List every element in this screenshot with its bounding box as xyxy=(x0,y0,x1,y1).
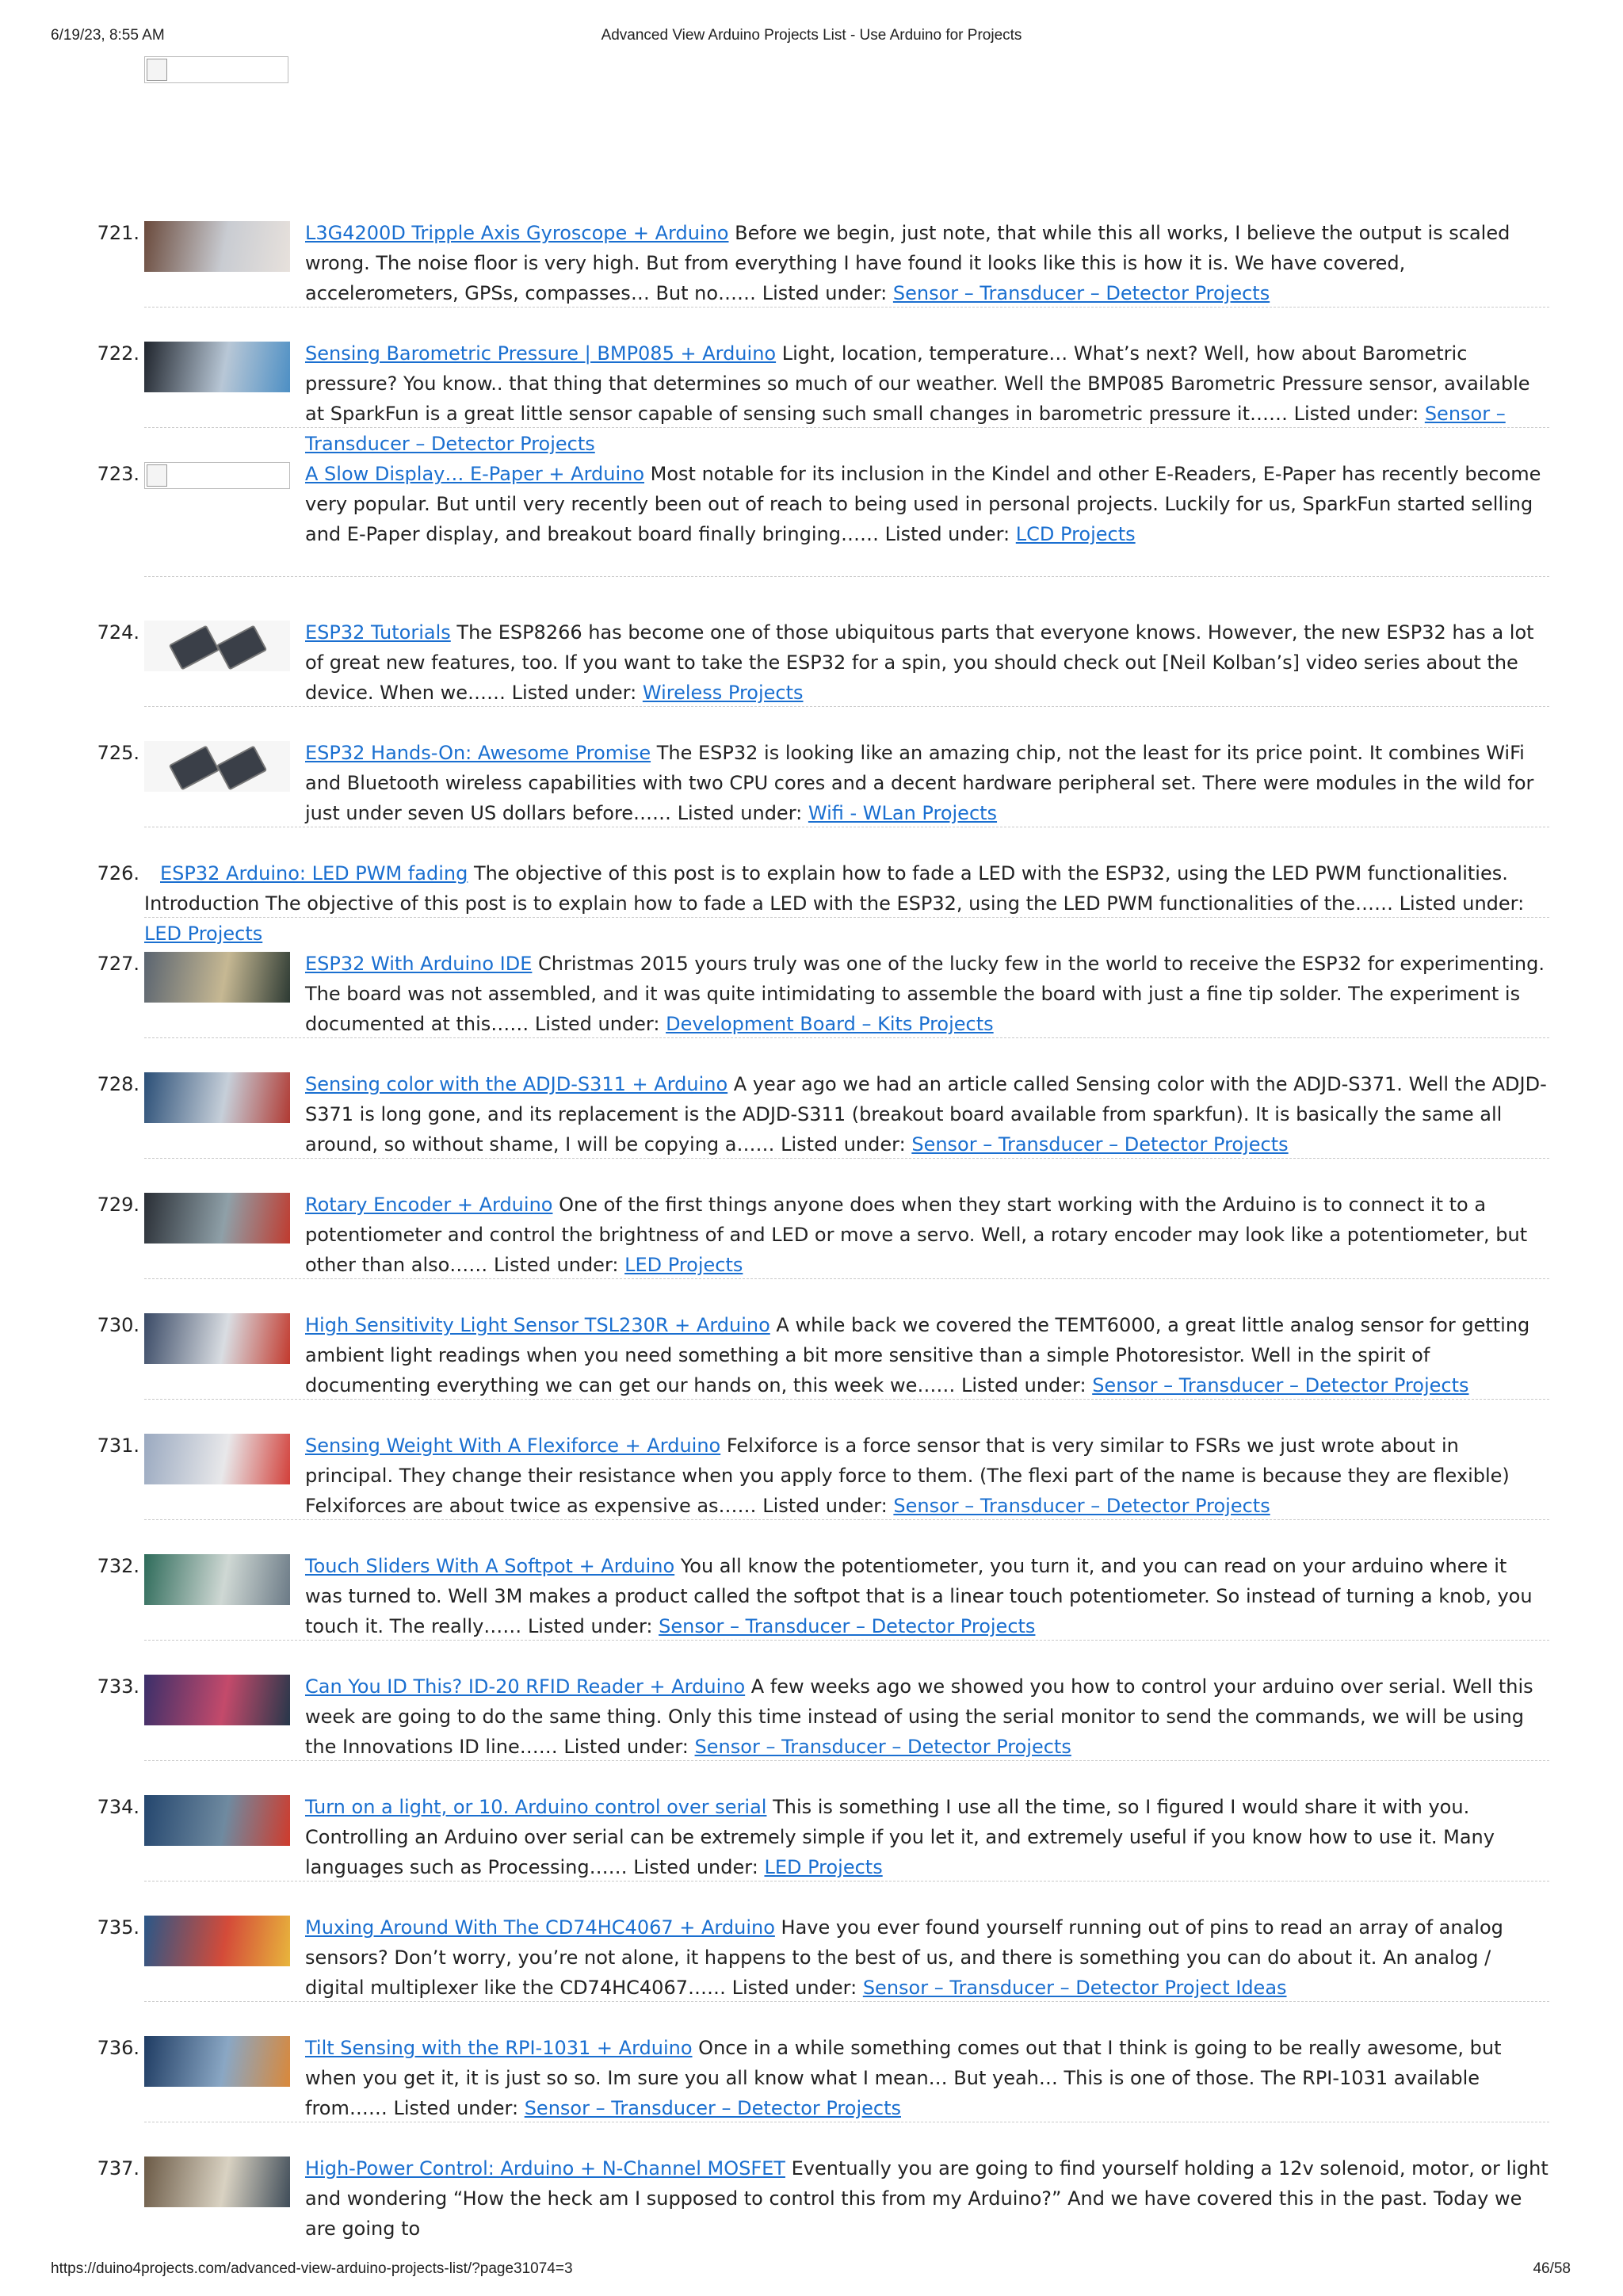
category-link[interactable]: Sensor – Transducer – Detector Projects xyxy=(893,1495,1270,1517)
project-description: One of the first things anyone does when they start working with the Arduino is to connect it to a potentiometer and control the brightness of and LED or move a servo. Well, a rotary encoder may look like a potentiometer, but other than also…… xyxy=(305,1194,1528,1276)
item-text xyxy=(305,218,1549,308)
project-thumbnail[interactable] xyxy=(144,1434,290,1484)
item-text xyxy=(305,738,1549,828)
item-number: 732. xyxy=(97,1555,139,1577)
page-title: Advanced View Arduino Projects List - Use Arduino for Projects xyxy=(601,27,1022,44)
item-divider xyxy=(144,706,1549,707)
page-number: 46/58 xyxy=(1533,2260,1571,2277)
item-number: 731. xyxy=(97,1435,139,1457)
listed-under-label: Listed under: xyxy=(762,1495,888,1517)
project-title-link[interactable]: Turn on a light, or 10. Arduino control over serial xyxy=(305,1796,767,1818)
project-description: Before we begin, just note, that while this all works, I believe the output is scaled wrong. The noise floor is very high. But from everything I have found it looks like this is how it is. We have covered, accelerometers, GPSs, compasses… But no…… xyxy=(305,222,1510,304)
item-number: 736. xyxy=(97,2037,139,2059)
project-description: Most notable for its inclusion in the Kindel and other E-Readers, E-Paper has recently become very popular. But until very recently been out of reach to being used in personal projects. Luckily for us, SparkFun started selling and E-Paper display, and breakout board finally bringing…… xyxy=(305,463,1541,545)
item-text xyxy=(305,1069,1549,1159)
item-divider xyxy=(144,1278,1549,1279)
item-number: 724. xyxy=(97,621,139,644)
project-title-link[interactable]: ESP32 Arduino: LED PWM fading xyxy=(160,862,468,884)
item-text xyxy=(305,1671,1549,1762)
project-thumbnail[interactable] xyxy=(144,221,290,272)
item-divider xyxy=(144,307,1549,308)
project-title-link[interactable]: ESP32 Tutorials xyxy=(305,621,451,644)
item-number: 727. xyxy=(97,953,139,975)
project-description: A few weeks ago we showed you how to control your arduino over serial. Well this week are going to do the same thing. Only this time instead of using the serial monitor to send the commands, we will be using the Innovations ID line…… xyxy=(305,1675,1533,1758)
item-number: 730. xyxy=(97,1314,139,1336)
listed-under-label: Listed under: xyxy=(393,2097,519,2119)
item-number: 722. xyxy=(97,342,139,365)
project-title-link[interactable]: Touch Sliders With A Softpot + Arduino xyxy=(305,1555,675,1577)
project-title-link[interactable]: Can You ID This? ID-20 RFID Reader + Arduino xyxy=(305,1675,746,1698)
project-description: The ESP32 is looking like an amazing chip, not the least for its price point. It combines WiFi and Bluetooth wireless capabilities with two CPU cores and a decent hardware peripheral set. There were modules in the wild for just under seven US dollars before…… xyxy=(305,742,1534,824)
project-description: Christmas 2015 yours truly was one of the lucky few in the world to receive the ESP32 for experimenting. The board was not assembled, and it was quite intimidating to assemble the board with just a fine tip solder. The experiment is documented at this…… xyxy=(305,953,1545,1035)
project-description: A year ago we had an article called Sensing color with the ADJD-S371. Well the ADJD-S371 is long gone, and its replacement is the ADJD-S311 (breakout board available from sparkfun). It is basically the same all around, so without shame, I will be copying a…… xyxy=(305,1073,1547,1156)
item-text xyxy=(305,1912,1549,2003)
item-text xyxy=(305,1310,1549,1400)
category-link[interactable]: Sensor – Transducer – Detector Projects xyxy=(305,403,1506,455)
project-title-link[interactable]: Muxing Around With The CD74HC4067 + Arduino xyxy=(305,1916,775,1939)
item-number: 726. xyxy=(97,862,139,884)
print-datetime: 6/19/23, 8:55 AM xyxy=(51,27,165,44)
item-text xyxy=(305,2033,1549,2123)
circuit-board-shape xyxy=(169,625,220,670)
item-text xyxy=(305,1551,1549,1641)
project-description: The ESP8266 has become one of those ubiquitous parts that everyone knows. However, the new ESP32 has a lot of great new features, too. If you want to take the ESP32 for a spin, you should check out [Neil Kolban’s] video series about the device. When we…… xyxy=(305,621,1534,704)
item-text xyxy=(305,2153,1549,2244)
item-text xyxy=(305,338,1549,459)
broken-thumbnail[interactable] xyxy=(144,462,290,489)
category-link[interactable]: Sensor – Transducer – Detector Projects xyxy=(694,1736,1071,1758)
project-thumbnail[interactable] xyxy=(144,1313,290,1364)
listed-under-label: Listed under: xyxy=(527,1615,653,1637)
project-description: Once in a while something comes out that I think is going to be really awesome, but when you get it, it is just so so. Im sure you all know what I mean… But yeah… This is one of those. The RPI-1031 available from…… xyxy=(305,2037,1502,2119)
item-text xyxy=(305,617,1549,708)
listed-under-label: Listed under: xyxy=(563,1736,689,1758)
item-divider xyxy=(144,917,1549,918)
project-thumbnail[interactable] xyxy=(144,1193,290,1244)
project-title-link[interactable]: High Sensitivity Light Sensor TSL230R + Arduino xyxy=(305,1314,770,1336)
item-divider xyxy=(144,1760,1549,1761)
circuit-board-shape xyxy=(216,745,268,790)
project-description: Light, location, temperature… What’s next? Well, how about Barometric pressure? You know.. that thing that determines so much of our weather. Well the BMP085 Barometric Pressure sensor, available at SparkFun is a great little sensor capable of sensing such small changes in barometric pressure it…… xyxy=(305,342,1530,425)
item-number: 737. xyxy=(97,2157,139,2179)
project-title-link[interactable]: Sensing Weight With A Flexiforce + Arduino xyxy=(305,1435,721,1457)
project-title-link[interactable]: L3G4200D Tripple Axis Gyroscope + Arduino xyxy=(305,222,729,244)
listed-under-label: Listed under: xyxy=(961,1374,1086,1396)
item-divider xyxy=(144,1158,1549,1159)
circuit-board-shape xyxy=(169,745,220,790)
project-description: Felxiforce is a force sensor that is very similar to FSRs we just wrote about in principal. They change their resistance when you apply force to them. (The flexi part of the name is because they are flexible) Felxiforces are about twice as expensive as…… xyxy=(305,1435,1510,1517)
listed-under-label: Listed under: xyxy=(534,1013,660,1035)
listed-under-label: Listed under: xyxy=(1399,892,1525,915)
category-link[interactable]: Sensor – Transducer – Detector Projects xyxy=(524,2097,901,2119)
category-link[interactable]: Development Board – Kits Projects xyxy=(666,1013,994,1035)
category-link[interactable]: LCD Projects xyxy=(1015,523,1136,545)
item-text xyxy=(305,1190,1549,1280)
listed-under-label: Listed under: xyxy=(884,523,1010,545)
listed-under-label: Listed under: xyxy=(493,1254,619,1276)
item-number: 733. xyxy=(97,1675,139,1698)
item-divider xyxy=(144,2001,1549,2002)
project-thumbnail[interactable] xyxy=(144,952,290,1003)
project-title-link[interactable]: Sensing Barometric Pressure | BMP085 + Arduino xyxy=(305,342,777,365)
project-thumbnail[interactable] xyxy=(144,1072,290,1123)
item-divider xyxy=(144,576,1549,577)
item-divider xyxy=(144,1037,1549,1038)
project-title-link[interactable]: Rotary Encoder + Arduino xyxy=(305,1194,553,1216)
project-thumbnail[interactable] xyxy=(144,741,290,792)
category-link[interactable]: Wireless Projects xyxy=(642,682,804,704)
category-link[interactable]: Sensor – Transducer – Detector Projects xyxy=(1092,1374,1469,1396)
item-divider xyxy=(144,1640,1549,1641)
project-thumbnail[interactable] xyxy=(144,342,290,392)
project-description: Have you ever found yourself running out of pins to read an array of analog sensors? Don’t worry, you’re not alone, it happens to the best of us, and there is something you can do about it. An analog / digital multiplexer like the CD74HC4067…… xyxy=(305,1916,1503,1999)
category-link[interactable]: Sensor – Transducer – Detector Projects xyxy=(659,1615,1036,1637)
item-number: 734. xyxy=(97,1796,139,1818)
listed-under-label: Listed under: xyxy=(762,282,888,304)
item-divider xyxy=(144,1399,1549,1400)
item-text xyxy=(144,858,1549,949)
listed-under-label: Listed under: xyxy=(633,1856,758,1878)
item-number: 723. xyxy=(97,463,139,485)
item-number: 729. xyxy=(97,1194,139,1216)
project-title-link[interactable]: A Slow Display… E-Paper + Arduino xyxy=(305,463,645,485)
item-text xyxy=(305,459,1549,549)
category-link[interactable]: Sensor – Transducer – Detector Project Ideas xyxy=(862,1977,1287,1999)
broken-image-icon xyxy=(147,464,167,487)
listed-under-label: Listed under: xyxy=(781,1133,906,1156)
project-thumbnail[interactable] xyxy=(144,1554,290,1605)
project-title-link[interactable]: Sensing color with the ADJD-S311 + Arduino xyxy=(305,1073,728,1095)
project-description: Eventually you are going to find yourself holding a 12v solenoid, motor, or light and wondering “How the heck am I supposed to control this from my Arduino?” And we have covered this in the past. Today we are going to xyxy=(305,2157,1549,2240)
item-number: 725. xyxy=(97,742,139,764)
listed-under-label: Listed under: xyxy=(1293,403,1419,425)
project-description: You all know the potentiometer, you turn it, and you can read on your arduino where it was turned to. Well 3M makes a product called the softpot that is a linear touch potentiometer. So instead of turning a knob, you touch it. The really…… xyxy=(305,1555,1533,1637)
category-link[interactable]: LED Projects xyxy=(144,923,263,945)
project-description: This is something I use all the time, so I figured I would share it with you. Controlling an Arduino over serial can be extremely simple if you let it, and extremely useful if you know how to use it. Many languages such as Processing…… xyxy=(305,1796,1495,1878)
project-description: The objective of this post is to explain how to fade a LED with the ESP32, using the LED PWM functionalities. Introduction The objective of this post is to explain how to fade a LED with the ESP32, using the LED PWM functionalities of the…… xyxy=(144,862,1508,915)
category-link[interactable]: LED Projects xyxy=(624,1254,743,1276)
page-url: https://duino4projects.com/advanced-view-arduino-projects-list/?page31074=3 xyxy=(51,2260,573,2277)
listed-under-label: Listed under: xyxy=(511,682,637,704)
project-thumbnail[interactable] xyxy=(144,2157,290,2207)
listed-under-label: Listed under: xyxy=(731,1977,857,1999)
item-number: 728. xyxy=(97,1073,139,1095)
project-thumbnail[interactable] xyxy=(144,1675,290,1725)
item-text xyxy=(305,1792,1549,1882)
project-title-link[interactable]: High-Power Control: Arduino + N-Channel MOSFET xyxy=(305,2157,785,2179)
project-title-link[interactable]: ESP32 Hands-On: Awesome Promise xyxy=(305,742,651,764)
category-link[interactable]: Sensor – Transducer – Detector Projects xyxy=(911,1133,1289,1156)
item-number: 735. xyxy=(97,1916,139,1939)
project-thumbnail[interactable] xyxy=(144,2036,290,2087)
project-title-link[interactable]: ESP32 With Arduino IDE xyxy=(305,953,533,975)
project-description: A while back we covered the TEMT6000, a great little analog sensor for getting ambient light readings when you need something a bit more sensitive than a simple Photoresistor. Well in the spirit of documenting everything we can get our hands on, this week we…… xyxy=(305,1314,1530,1396)
category-link[interactable]: Sensor – Transducer – Detector Projects xyxy=(892,282,1270,304)
item-divider xyxy=(144,427,1549,428)
category-link[interactable]: LED Projects xyxy=(764,1856,883,1878)
item-number: 721. xyxy=(97,222,139,244)
item-text xyxy=(305,949,1549,1039)
item-divider xyxy=(144,1519,1549,1520)
category-link[interactable]: Wifi - WLan Projects xyxy=(808,802,998,824)
listed-under-label: Listed under: xyxy=(677,802,803,824)
project-thumbnail[interactable] xyxy=(144,1795,290,1846)
project-thumbnail[interactable] xyxy=(144,1916,290,1966)
item-text xyxy=(305,1431,1549,1521)
project-thumbnail[interactable] xyxy=(144,621,290,671)
circuit-board-shape xyxy=(216,625,268,670)
project-title-link[interactable]: Tilt Sensing with the RPI-1031 + Arduino xyxy=(305,2037,693,2059)
